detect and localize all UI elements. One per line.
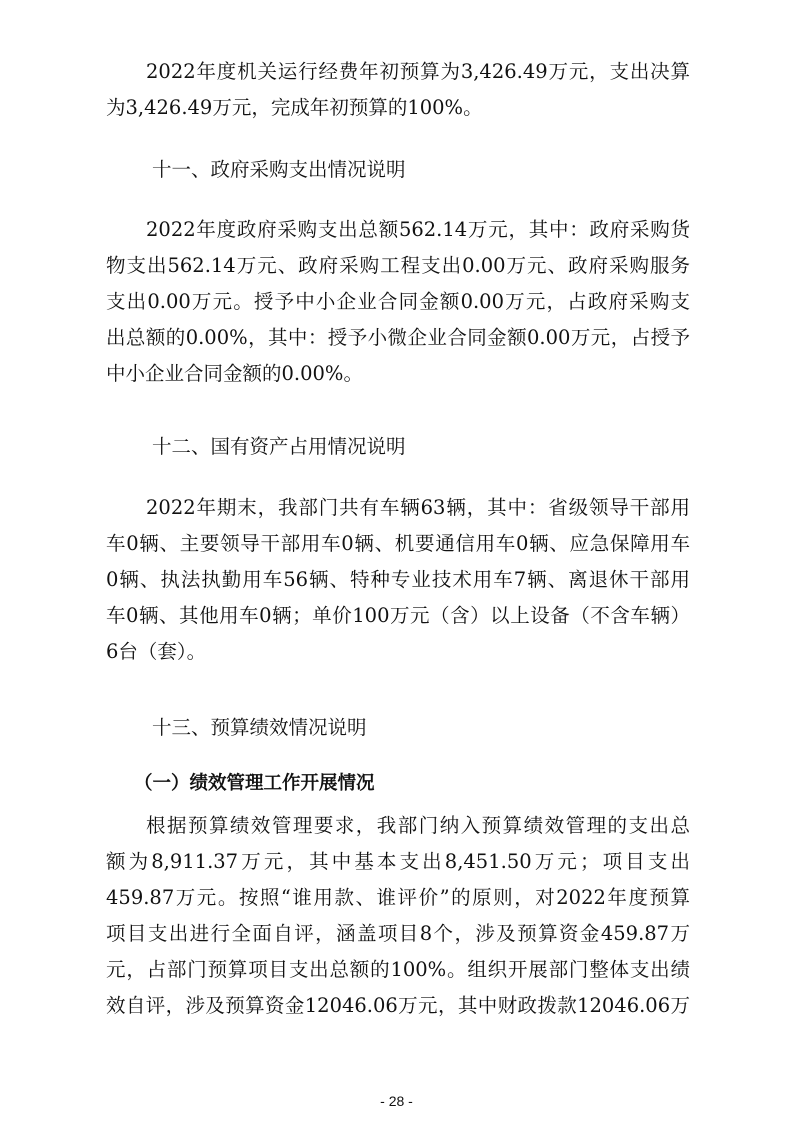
- page-number: - 28 -: [380, 1093, 413, 1109]
- paragraph-state-assets: [106, 490, 690, 670]
- paragraph-line: 车0辆、主要领导干部用车0辆、机要通信用车0辆、应急保障用车: [106, 532, 690, 555]
- paragraph-line: 物支出562.14万元、政府采购工程支出0.00万元、政府采购服务: [106, 254, 690, 277]
- paragraph-line: 根据预算绩效管理要求，我部门纳入预算绩效管理的支出总: [146, 814, 690, 837]
- paragraph-line: 项目支出进行全面自评，涵盖项目8个，涉及预算资金459.87万: [106, 922, 690, 945]
- paragraph-line: 为3,426.49万元，完成年初预算的100%。: [106, 96, 483, 119]
- paragraph-line: 中小企业合同金额的0.00%。: [106, 362, 363, 385]
- section-heading-performance: 十三、预算绩效情况说明: [152, 716, 367, 739]
- paragraph-line: 车0辆、其他用车0辆；单价100万元（含）以上设备（不含车辆）: [106, 604, 690, 627]
- paragraph-line: 6台（套）。: [106, 640, 207, 663]
- paragraph-line: 0辆、执法执勤用车56辆、特种专业技术用车7辆、离退休干部用: [106, 568, 690, 591]
- paragraph-line: 2022年期末，我部门共有车辆63辆，其中：省级领导干部用: [146, 496, 690, 519]
- paragraph-performance-management: [106, 808, 690, 1024]
- paragraph-line: 支出0.00万元。授予中小企业合同金额0.00万元，占政府采购支: [106, 290, 690, 313]
- paragraph-line: 出总额的0.00%，其中：授予小微企业合同金额0.00万元，占授予: [106, 326, 690, 349]
- paragraph-line: 2022年度政府采购支出总额562.14万元，其中：政府采购货: [146, 218, 690, 241]
- paragraph-operating-expenses: [106, 54, 690, 126]
- paragraph-procurement: [106, 212, 690, 392]
- paragraph-line: 459.87万元。按照“谁用款、谁评价”的原则，对2022年度预算: [106, 886, 690, 909]
- paragraph-line: 效自评，涉及预算资金12046.06万元，其中财政拨款12046.06万: [106, 994, 690, 1017]
- subsection-heading-performance-management: （一）绩效管理工作开展情况: [134, 773, 375, 794]
- section-heading-procurement: 十一、政府采购支出情况说明: [152, 158, 406, 181]
- section-heading-state-assets: 十二、国有资产占用情况说明: [152, 435, 406, 458]
- paragraph-line: 2022年度机关运行经费年初预算为3,426.49万元，支出决算: [146, 60, 690, 83]
- paragraph-line: 元，占部门预算项目支出总额的100%。组织开展部门整体支出绩: [106, 958, 690, 981]
- paragraph-line: 额为8,911.37万元，其中基本支出8,451.50万元；项目支出: [106, 850, 690, 873]
